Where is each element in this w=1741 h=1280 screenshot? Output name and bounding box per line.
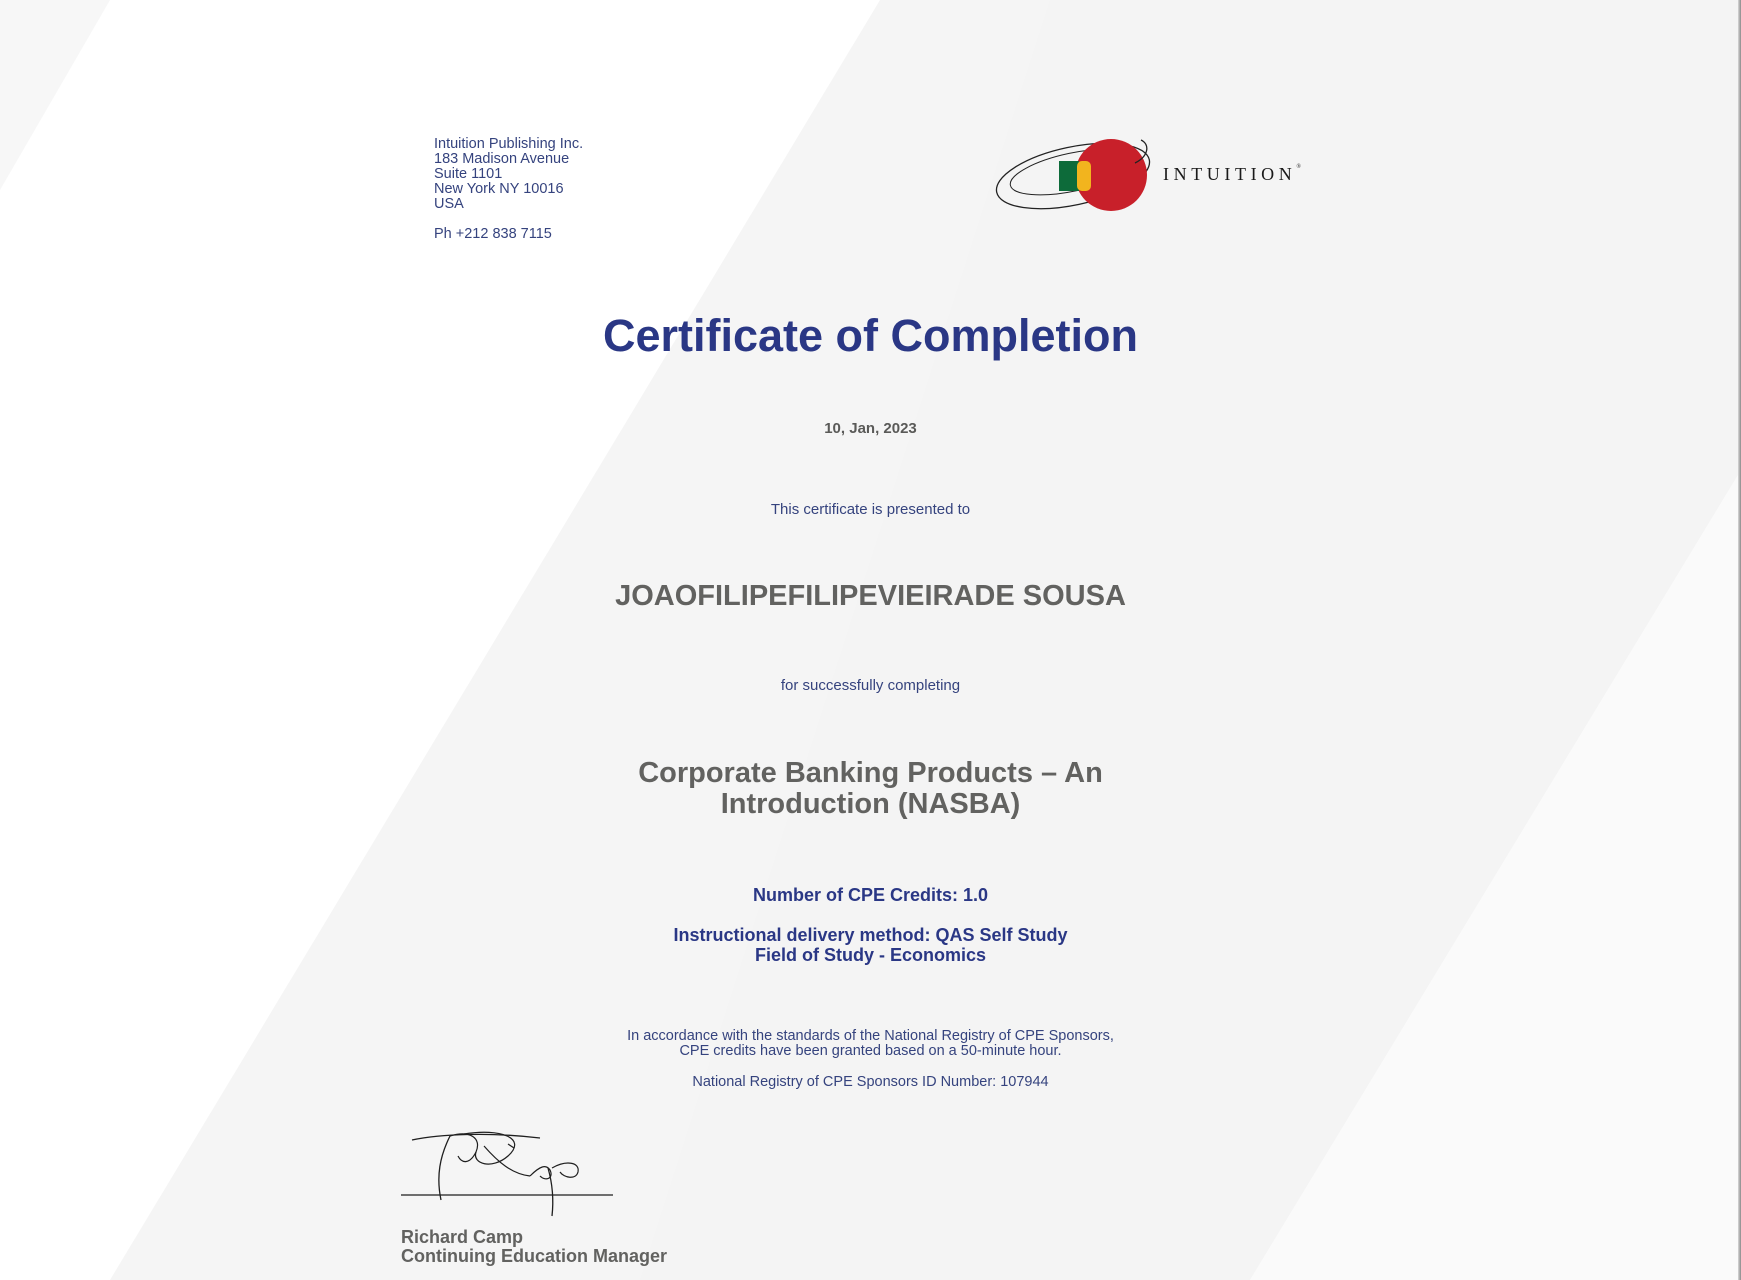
logo-wordmark (1163, 164, 1301, 185)
registered-mark: ® (1296, 164, 1301, 170)
field-of-study: Field of Study - Economics (754, 945, 987, 965)
address-line: 183 Madison Avenue (434, 151, 570, 167)
signatory-name: Richard Camp (401, 1227, 524, 1247)
accordance-statement (0, 1029, 1741, 1059)
recipient-name: JOAOFILIPEFILIPEVIEIRADE SOUSA (615, 580, 1126, 612)
address-line: USA (434, 196, 464, 212)
issuer-name: Intuition Publishing Inc. (434, 136, 584, 152)
cpe-credits: Number of CPE Credits: 1.0 (752, 885, 989, 905)
accordance-line: CPE credits have been granted based on a 50-minute hour. (679, 1043, 1062, 1059)
issuer-address-block (434, 137, 583, 242)
presented-to-label: This certificate is presented to (770, 501, 971, 518)
logo-wordmark-text: INTUITION (1163, 164, 1297, 184)
delivery-method: Instructional delivery method: QAS Self Study (673, 925, 1068, 945)
signature-image (400, 1126, 615, 1218)
course-title-line: Corporate Banking Products – An (638, 757, 1103, 789)
address-line: New York NY 10016 (434, 181, 564, 197)
course-title-line: Introduction (NASBA) (720, 788, 1021, 820)
delivery-details (0, 925, 1741, 965)
accordance-line: In accordance with the standards of the National Registry of CPE Sponsors, (627, 1028, 1114, 1044)
signatory-block (401, 1228, 667, 1266)
address-line: Suite 1101 (434, 166, 503, 182)
registry-id: National Registry of CPE Sponsors ID Number: 107944 (692, 1074, 1049, 1090)
issuer-phone: Ph +212 838 7115 (434, 226, 552, 242)
certificate-title: Certificate of Completion (602, 310, 1139, 361)
course-title (0, 758, 1741, 820)
certificate-date: 10, Jan, 2023 (824, 420, 917, 437)
completing-label: for successfully completing (780, 677, 961, 694)
signatory-title: Continuing Education Manager (401, 1246, 667, 1266)
